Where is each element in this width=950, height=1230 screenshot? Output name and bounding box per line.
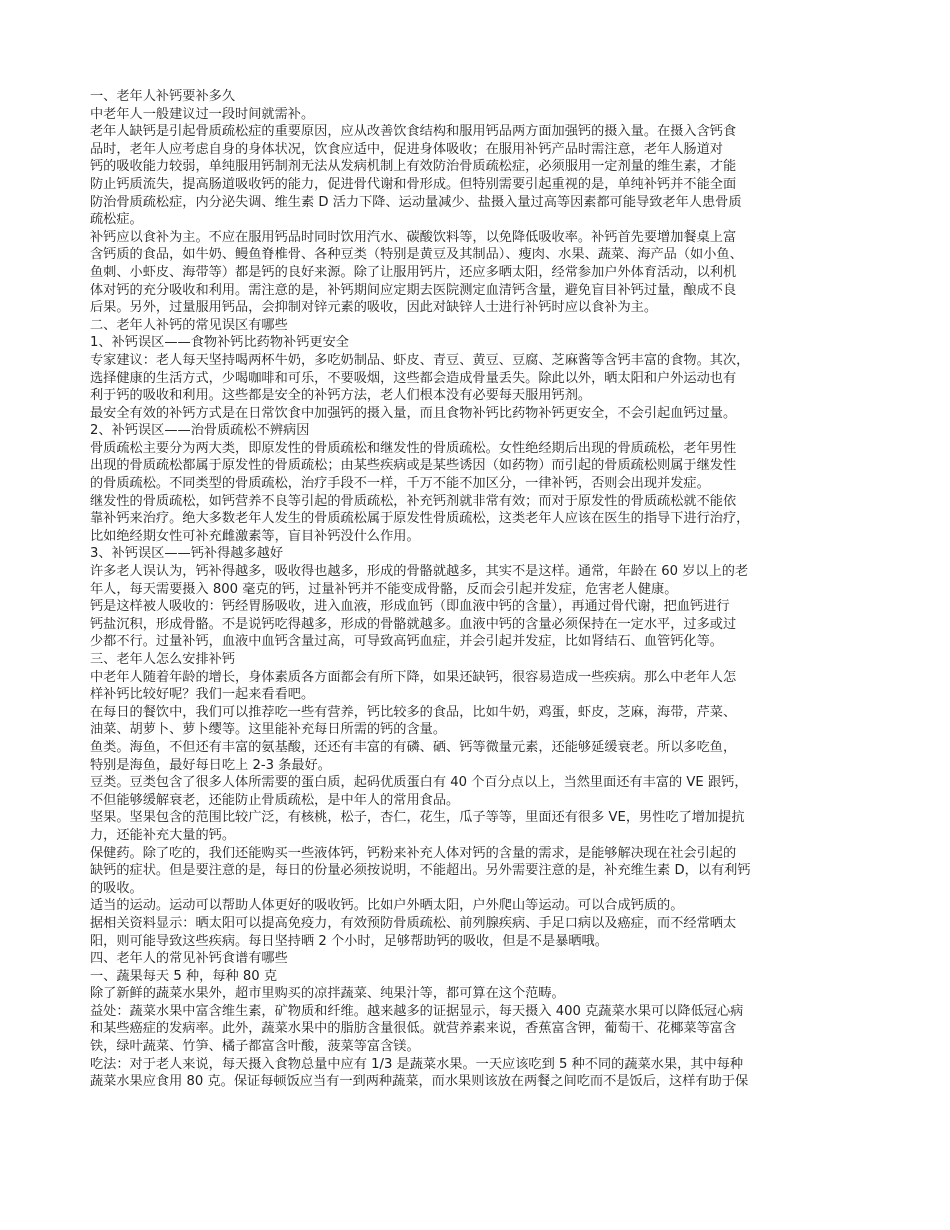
text-line: 一、蔬果每天 5 种，每种 80 克 xyxy=(90,968,278,984)
text-line: 老年人缺钙是引起骨质疏松症的重要原因，应从改善饮食结构和服用钙品两方面加强钙的摄入量。在摄入含钙食 xyxy=(90,124,737,140)
text-line: 1、补钙误区——食物补钙比药物补钙更安全 xyxy=(90,335,349,351)
text-line: 和某些癌症的发病率。此外，蔬菜水果中的脂肪含量很低。就营养素来说，香蕉富含钾，葡萄干、花椰菜等富含 xyxy=(90,1021,737,1037)
text-line: 少都不行。过量补钙，血液中血钙含量过高，可导致高钙血症，并会引起并发症，比如肾结石、血管钙化等。 xyxy=(90,634,723,650)
text-line: 靠补钙来治疗。绝大多数老年人发生的骨质疏松属于原发性骨质疏松，这类老年人应该在医生的指导下进行治疗， xyxy=(90,511,750,527)
text-line: 样补钙比较好呢？我们一起来看看吧。 xyxy=(90,687,315,703)
text-line: 阳，则可能导致这些疾病。每日坚持晒 2 个小时，足够帮助钙的吸收，但是不是暴晒哦。 xyxy=(90,933,608,949)
text-line: 的骨质疏松。不同类型的骨质疏松，治疗手段不一样，千万不能不加区分，一律补钙，否则会出现并发症。 xyxy=(90,476,710,492)
text-line: 中老年人一般建议过一段时间就需补。 xyxy=(90,106,315,122)
text-line: 2、补钙误区——治骨质疏松不辨病因 xyxy=(90,423,310,439)
text-line: 选择健康的生活方式，少喝咖啡和可乐，不要吸烟，这些都会造成骨量丢失。除此以外，晒太阳和户外运动也有 xyxy=(90,370,737,386)
text-line: 适当的运动。运动可以帮助人体更好的吸收钙。比如户外晒太阳，户外爬山等运动。可以合成钙质的。 xyxy=(90,898,684,914)
text-line: 二、老年人补钙的常见误区有哪些 xyxy=(90,317,288,333)
text-line: 在每日的餐饮中，我们可以推荐吃一些有营养，钙比较多的食品，比如牛奶，鸡蛋，虾皮，芝麻，海带，芹菜、 xyxy=(90,704,737,720)
text-line: 保健药。除了吃的，我们还能购买一些液体钙，钙粉来补充人体对钙的含量的需求，是能够解决现在社会引起的 xyxy=(90,845,737,861)
text-line: 体对钙的充分吸收和利用。需注意的是，补钙期间应定期去医院测定血清钙含量，避免盲目补钙过量，酿成不良 xyxy=(90,282,737,298)
text-line: 力，还能补充大量的钙。 xyxy=(90,827,236,843)
text-line: 据相关资料显示：晒太阳可以提高免疫力，有效预防骨质疏松、前列腺疾病、手足口病以及癌症，而不经常晒太 xyxy=(90,915,737,931)
text-line: 许多老人误认为，钙补得越多，吸收得也越多，形成的骨骼就越多，其实不是这样。通常，年龄在 60 岁以上的老 xyxy=(90,564,749,580)
text-line: 吃法：对于老人来说，每天摄入食物总量中应有 1/3 是蔬菜水果。一天应该吃到 5 种不同的蔬菜水果，其中每种 xyxy=(90,1056,744,1072)
text-line: 疏松症。 xyxy=(90,212,143,228)
text-line: 特别是海鱼，最好每日吃上 2-3 条最好。 xyxy=(90,757,331,773)
text-line: 年人，每天需要摄入 800 毫克的钙，过量补钙并不能变成骨骼，反而会引起并发症，危害老人健康。 xyxy=(90,581,678,597)
text-line: 铁，绿叶蔬菜、竹笋、橘子都富含叶酸，菠菜等富含镁。 xyxy=(90,1039,420,1055)
text-line: 除了新鲜的蔬菜水果外，超市里购买的凉拌蔬菜、纯果汁等，都可算在这个范畴。 xyxy=(90,986,565,1002)
text-line: 蔬菜水果应食用 80 克。保证每顿饭应当有一到两种蔬菜，而水果则该放在两餐之间吃而不是饭后，这样有助于保 xyxy=(90,1074,749,1090)
text-line: 3、补钙误区——钙补得越多越好 xyxy=(90,546,284,562)
text-line: 中老年人随着年龄的增长，身体素质各方面都会有所下降，如果还缺钙，很容易造成一些疾病。那么中老年人怎 xyxy=(90,669,737,685)
text-line: 后果。另外，过量服用钙品，会抑制对锌元素的吸收，因此对缺锌人士进行补钙时应以食补为主。 xyxy=(90,300,658,316)
text-line: 不但能够缓解衰老，还能防止骨质疏松，是中年人的常用食品。 xyxy=(90,792,460,808)
text-line: 四、老年人的常见补钙食谱有哪些 xyxy=(90,951,288,967)
text-line: 钙是这样被人吸收的：钙经胃肠吸收，进入血液，形成血钙（即血液中钙的含量），再通过骨代谢，把血钙进行 xyxy=(90,599,730,615)
text-line: 三、老年人怎么安排补钙 xyxy=(90,652,236,667)
text-line: 继发性的骨质疏松，如钙营养不良等引起的骨质疏松，补充钙剂就非常有效；而对于原发性的骨质疏松就不能依 xyxy=(90,493,737,509)
text-line: 专家建议：老人每天坚持喝两杯牛奶，多吃奶制品、虾皮、青豆、黄豆、豆腐、芝麻酱等含钙丰富的食物。其次， xyxy=(90,352,750,368)
article-body xyxy=(90,88,860,1091)
text-line: 防止钙质流失，提高肠道吸收钙的能力，促进骨代谢和骨形成。但特别需要引起重视的是，单纯补钙并不能全面 xyxy=(90,176,737,192)
text-line: 补钙应以食补为主。不应在服用钙品时同时饮用汽水、碳酸饮料等，以免降低吸收率。补钙首先要增加餐桌上富 xyxy=(90,229,737,245)
text-line: 缺钙的症状。但是要注意的是，每日的份量必须按说明，不能超出。另外需要注意的是，补充维生素 D，以有利钙 xyxy=(90,863,751,879)
text-line: 含钙质的食品，如牛奶、鳗鱼脊椎骨、各种豆类（特别是黄豆及其制品）、瘦肉、水果、蔬菜、海产品（如小鱼、 xyxy=(90,247,743,263)
text-line: 比如绝经期女性可补充雌激素等，盲目补钙没什么作用。 xyxy=(90,528,420,544)
text-line: 坚果。坚果包含的范围比较广泛，有核桃，松子，杏仁，花生，瓜子等等，里面还有很多 VE，男性吃了增加提抗 xyxy=(90,810,745,826)
text-line: 一、老年人补钙要补多久 xyxy=(90,89,236,104)
text-line: 豆类。豆类包含了很多人体所需要的蛋白质，起码优质蛋白有 40 个百分点以上，当然里面还有丰富的 VE 跟钙， xyxy=(90,775,748,791)
text-line: 鱼类。海鱼，不但还有丰富的氨基酸，还还有丰富的有磷、硒、钙等微量元素，还能够延缓衰老。所以多吃鱼， xyxy=(90,739,737,755)
text-line: 防治骨质疏松症，内分泌失调、维生素 D 活力下降、运动量减少、盐摄入量过高等因素都可能导致老年人患骨质 xyxy=(90,194,742,210)
text-line: 益处：蔬菜水果中富含维生素，矿物质和纤维。越来越多的证据显示，每天摄入 400 克蔬菜水果可以降低冠心病 xyxy=(90,1003,744,1019)
text-line: 利于钙的吸收和利用。这些都是安全的补钙方法，老人们根本没有必要每天服用钙剂。 xyxy=(90,388,592,404)
text-line: 钙的吸收能力较弱，单纯服用钙制剂无法从发病机制上有效防治骨质疏松症，必须服用一定剂量的维生素，才能 xyxy=(90,159,737,175)
text-line: 骨质疏松主要分为两大类，即原发性的骨质疏松和继发性的骨质疏松。女性绝经期后出现的骨质疏松，老年男性 xyxy=(90,440,737,456)
text-line: 出现的骨质疏松都属于原发性的骨质疏松；由某些疾病或是某些诱因（如药物）而引起的骨质疏松则属于继发性 xyxy=(90,458,737,474)
text-line: 鱼刺、小虾皮、海带等）都是钙的良好来源。除了让服用钙片，还应多晒太阳，经常参加户外体育活动，以利机 xyxy=(90,264,737,280)
text-line: 品时，老年人应考虑自身的身体状况，饮食应适中，促进身体吸收；在服用补钙产品时需注意，老年人肠道对 xyxy=(90,141,723,157)
text-line: 油菜、胡萝卜、萝卜缨等。这里能补充每日所需的钙的含量。 xyxy=(90,722,447,738)
text-line: 最安全有效的补钙方式是在日常饮食中加强钙的摄入量，而且食物补钙比药物补钙更安全，不会引起血钙过量。 xyxy=(90,405,737,421)
text-line: 钙盐沉积，形成骨骼。不是说钙吃得越多，形成的骨骼就越多。血液中钙的含量必须保持在一定水平，过多或过 xyxy=(90,616,737,632)
text-line: 的吸收。 xyxy=(90,880,143,896)
